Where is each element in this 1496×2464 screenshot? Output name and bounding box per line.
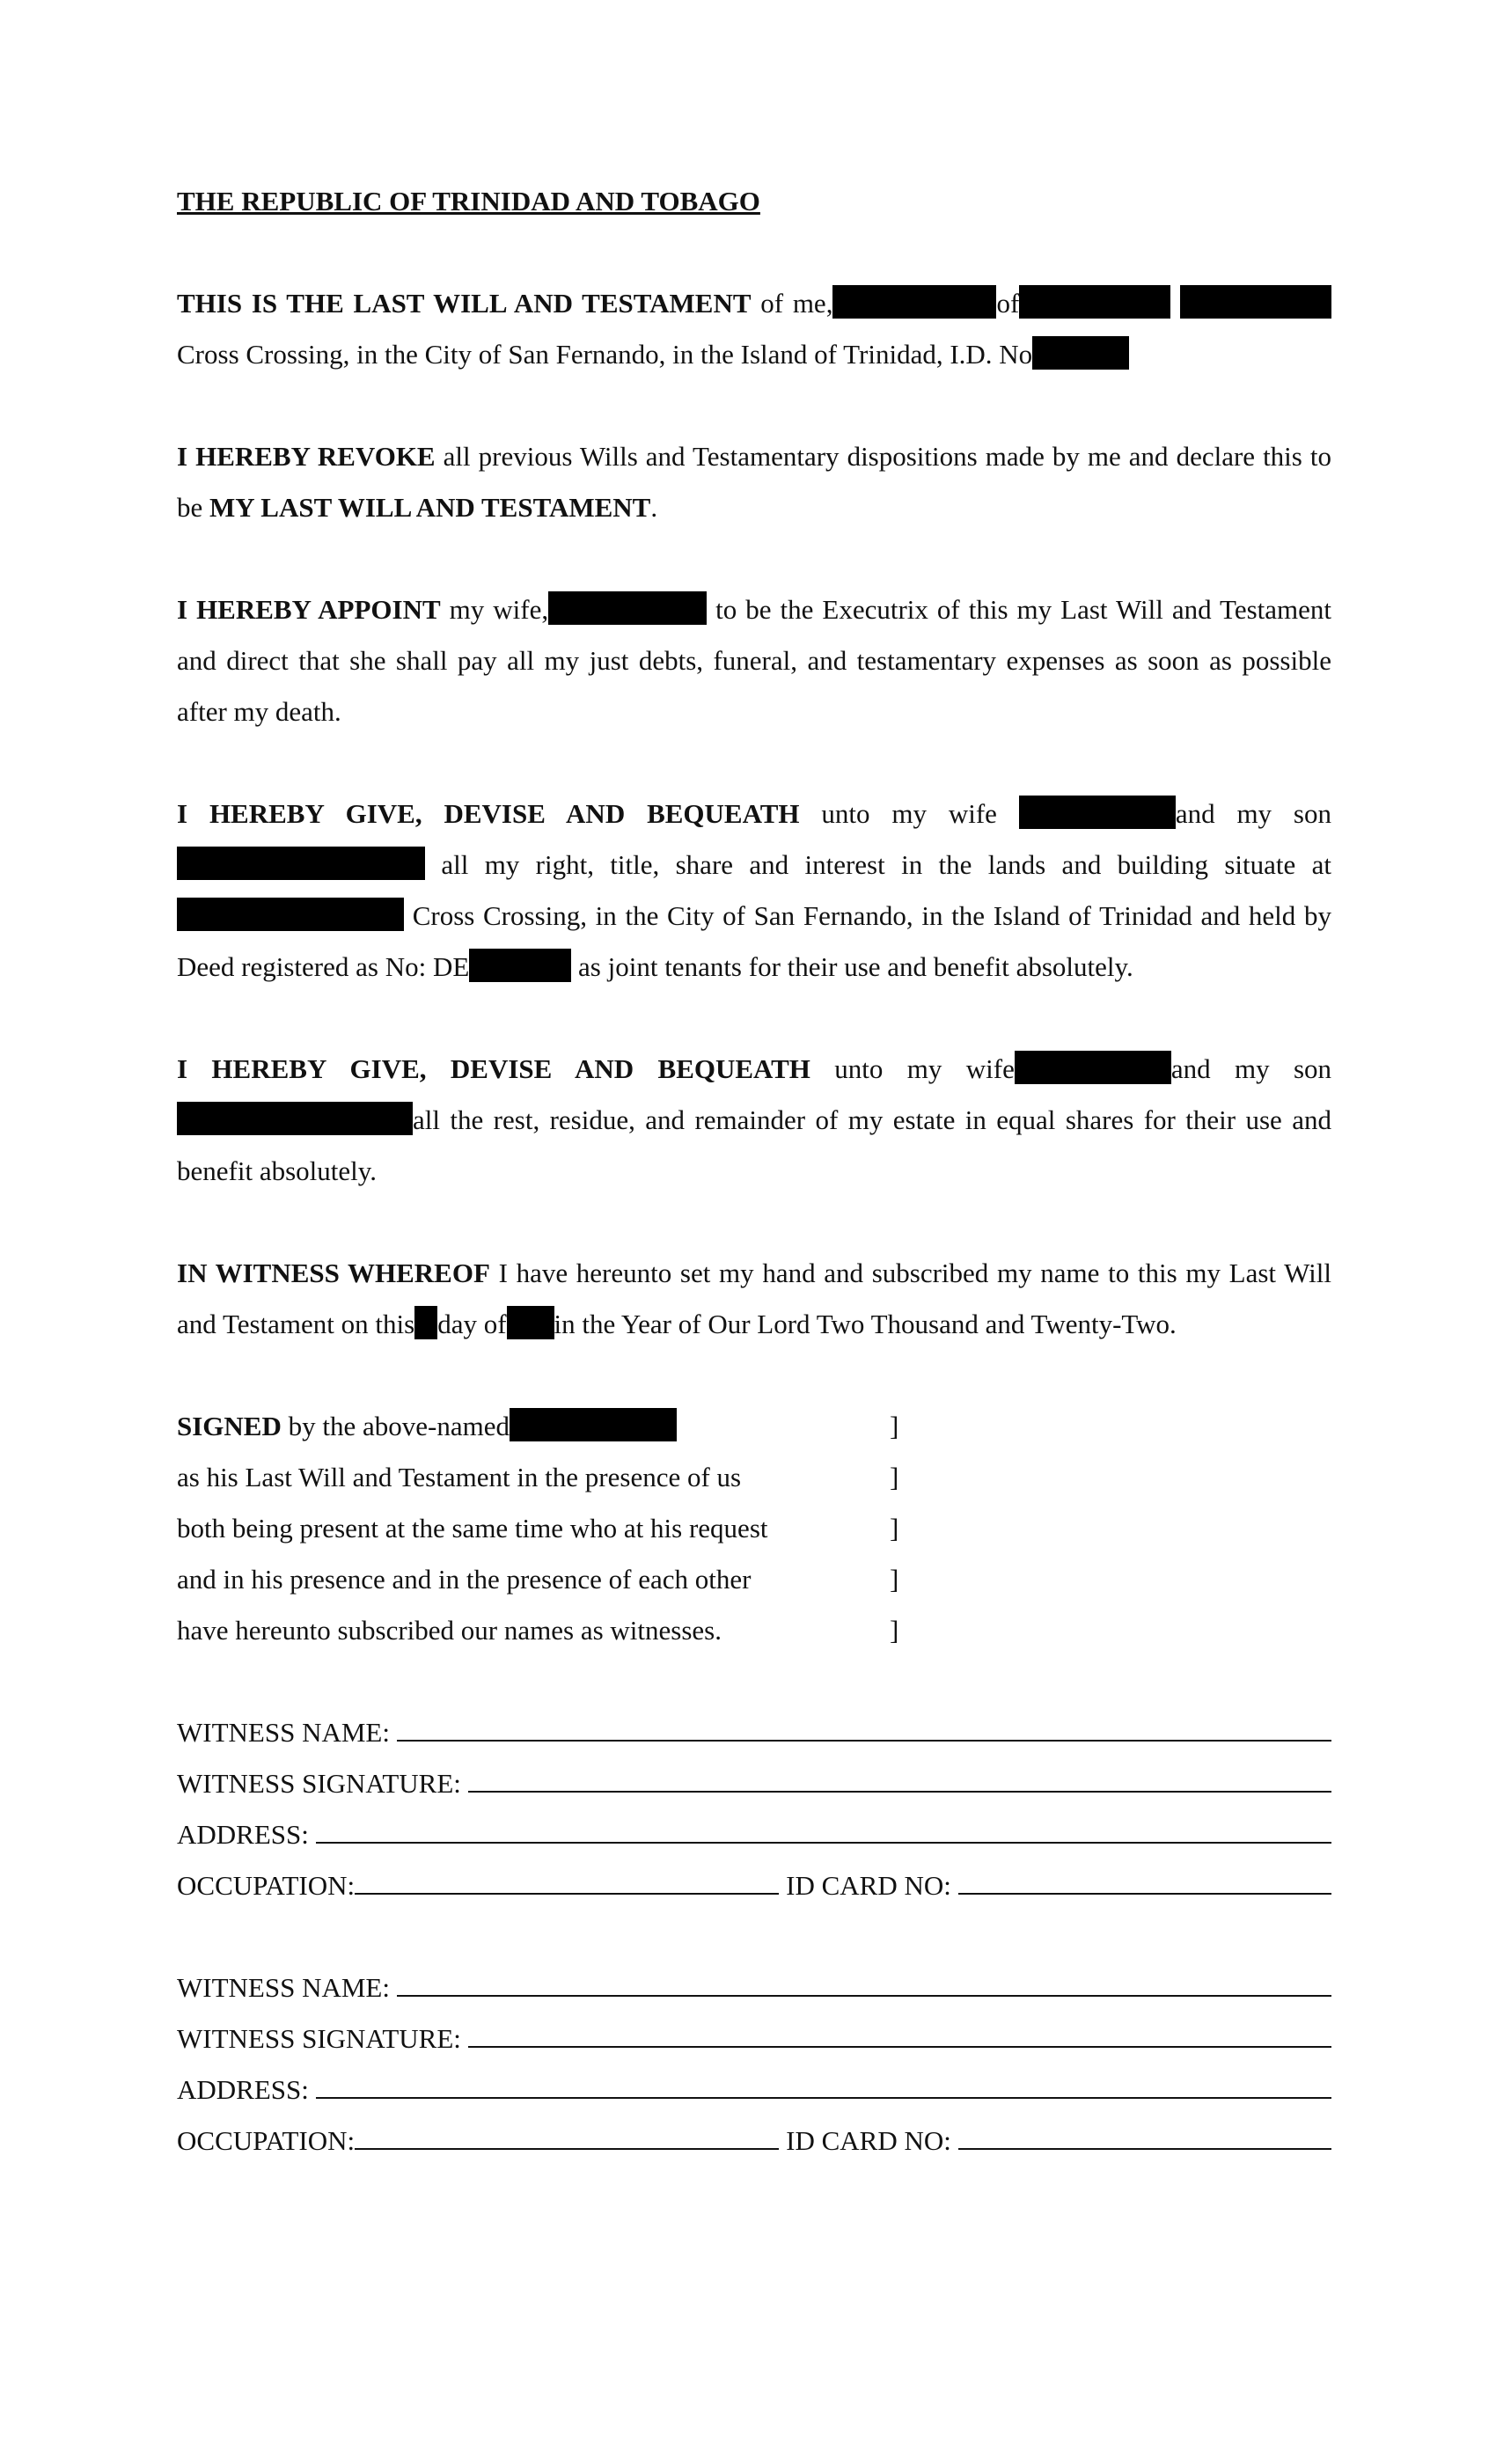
text-span: by the above-named (281, 1411, 510, 1441)
redaction-wife-name (1015, 1051, 1171, 1084)
testament-heading: THIS IS THE LAST WILL AND TESTAMENT (177, 288, 752, 319)
redaction-address (1019, 285, 1170, 319)
witness-address-label: ADDRESS: (177, 2074, 309, 2105)
signing-text (177, 1401, 890, 1452)
redaction-day (414, 1306, 437, 1339)
witness-occupation-row (177, 1860, 1331, 1911)
witness-signature-label: WITNESS SIGNATURE: (177, 1768, 461, 1799)
text-span: unto my wife (799, 798, 1019, 829)
redaction-wife-name (548, 591, 707, 625)
witness-1-block (177, 1707, 1331, 1911)
bracket: ] (890, 1411, 899, 1441)
text-span: of me, (751, 288, 833, 319)
paragraph-testament-intro (177, 278, 1331, 380)
signing-text: have hereunto subscribed our names as witnesses. (177, 1615, 722, 1646)
signed-heading: SIGNED (177, 1411, 282, 1441)
text-span: all my right, title, share and interest in the lands and building situate at (441, 849, 1332, 880)
witness-address-field[interactable] (316, 1817, 1331, 1844)
witness-id-card-label: ID CARD NO: (786, 1870, 951, 1901)
witness-occupation-field[interactable] (355, 1868, 779, 1895)
paragraph-appoint (177, 584, 1331, 737)
text-span: my wife, (440, 594, 549, 625)
witness-signature-label: WITNESS SIGNATURE: (177, 2023, 461, 2054)
signing-clause (177, 1401, 1331, 1656)
signing-text: and in his presence and in the presence of each other (177, 1564, 752, 1595)
witness-signature-field[interactable] (468, 2021, 1331, 2048)
redaction-testator-name (832, 285, 996, 319)
witness-name-row (177, 1962, 1331, 2013)
signing-line (177, 1503, 1331, 1554)
text-span: Cross Crossing, in the City of San Fernando, in the Island of Trinidad and held by Deed registered as No: DE (177, 900, 1331, 982)
redaction-wife-name (1019, 796, 1176, 829)
text-span: I have hereunto set my hand and subscribed my name to this my Last Will and Testament on this (177, 1258, 1331, 1339)
witness-name-label: WITNESS NAME: (177, 1972, 390, 2003)
witness-signature-row (177, 2013, 1331, 2064)
signing-line (177, 1605, 1331, 1656)
text-span: all the rest, residue, and remainder of my estate in equal shares for their use and benefit absolutely. (177, 1104, 1331, 1186)
witness-name-label: WITNESS NAME: (177, 1717, 390, 1748)
text-span: of (996, 288, 1020, 319)
redaction-address-2 (1180, 285, 1331, 319)
redaction-testator-name (510, 1408, 677, 1441)
signing-text: as his Last Will and Testament in the presence of us (177, 1462, 742, 1492)
redaction-id-number (1032, 336, 1129, 370)
witness-id-card-label: ID CARD NO: (786, 2125, 951, 2156)
text-span: Cross Crossing, in the City of San Fernando, in the Island of Trinidad, I.D. No (177, 339, 1033, 370)
bequeath-heading: I HEREBY GIVE, DEVISE AND BEQUEATH (177, 1053, 810, 1084)
redaction-son-name (177, 847, 425, 880)
witness-id-card-field[interactable] (958, 2123, 1331, 2150)
witness-address-row (177, 1809, 1331, 1860)
bracket: ] (890, 1615, 899, 1646)
redaction-month (507, 1306, 554, 1339)
redaction-deed-number (469, 949, 571, 982)
signing-line (177, 1401, 1331, 1452)
bequeath-heading: I HEREBY GIVE, DEVISE AND BEQUEATH (177, 798, 800, 829)
witness-occupation-label: OCCUPATION: (177, 1870, 356, 1901)
witness-address-row (177, 2064, 1331, 2116)
last-will-heading: MY LAST WILL AND TESTAMENT (209, 492, 651, 523)
text-span: all previous Wills and Testamentary dispositions made by me and declare this to be (177, 441, 1331, 523)
text-span: in the Year of Our Lord Two Thousand and Twenty-Two. (554, 1309, 1177, 1339)
paragraph-witness-whereof (177, 1248, 1331, 1350)
text-span: day of (437, 1309, 507, 1339)
bracket: ] (890, 1462, 899, 1492)
witness-name-field[interactable] (397, 1715, 1331, 1742)
text-span: unto my wife (810, 1053, 1015, 1084)
paragraph-bequeath-residue (177, 1044, 1331, 1197)
text-span: as joint tenants for their use and benefit absolutely. (571, 951, 1133, 982)
witness-name-row (177, 1707, 1331, 1758)
document-title: THE REPUBLIC OF TRINIDAD AND TOBAGO (177, 186, 760, 216)
witness-2-block (177, 1962, 1331, 2167)
signing-text: both being present at the same time who at his request (177, 1513, 768, 1544)
redaction-property-address (177, 898, 404, 931)
signing-line (177, 1554, 1331, 1605)
witness-signature-field[interactable] (468, 1766, 1331, 1793)
text-span: and my son (1170, 1053, 1332, 1084)
text-span: to be the Executrix of this my Last Will and Testament and direct that she shall pay all my just debts, funeral, and testamentary expenses as soon as possible after my death. (177, 594, 1332, 727)
paragraph-bequeath-lands (177, 788, 1331, 993)
witness-name-field[interactable] (397, 1970, 1331, 1997)
witness-address-field[interactable] (316, 2072, 1331, 2099)
witness-occupation-field[interactable] (355, 2123, 779, 2150)
paragraph-revoke (177, 431, 1331, 533)
will-document (177, 176, 1331, 2218)
bracket: ] (890, 1513, 899, 1544)
witness-occupation-label: OCCUPATION: (177, 2125, 356, 2156)
witness-signature-row (177, 1758, 1331, 1809)
witness-address-label: ADDRESS: (177, 1819, 309, 1850)
redaction-son-name (177, 1102, 413, 1135)
text-span: . (650, 492, 658, 523)
bracket: ] (890, 1564, 899, 1595)
text-span: and my son (1175, 798, 1331, 829)
witness-whereof-heading: IN WITNESS WHEREOF (177, 1258, 490, 1288)
signing-line (177, 1452, 1331, 1503)
revoke-heading: I HEREBY REVOKE (177, 441, 436, 472)
witness-id-card-field[interactable] (958, 1868, 1331, 1895)
witness-occupation-row (177, 2116, 1331, 2167)
appoint-heading: I HEREBY APPOINT (177, 594, 441, 625)
